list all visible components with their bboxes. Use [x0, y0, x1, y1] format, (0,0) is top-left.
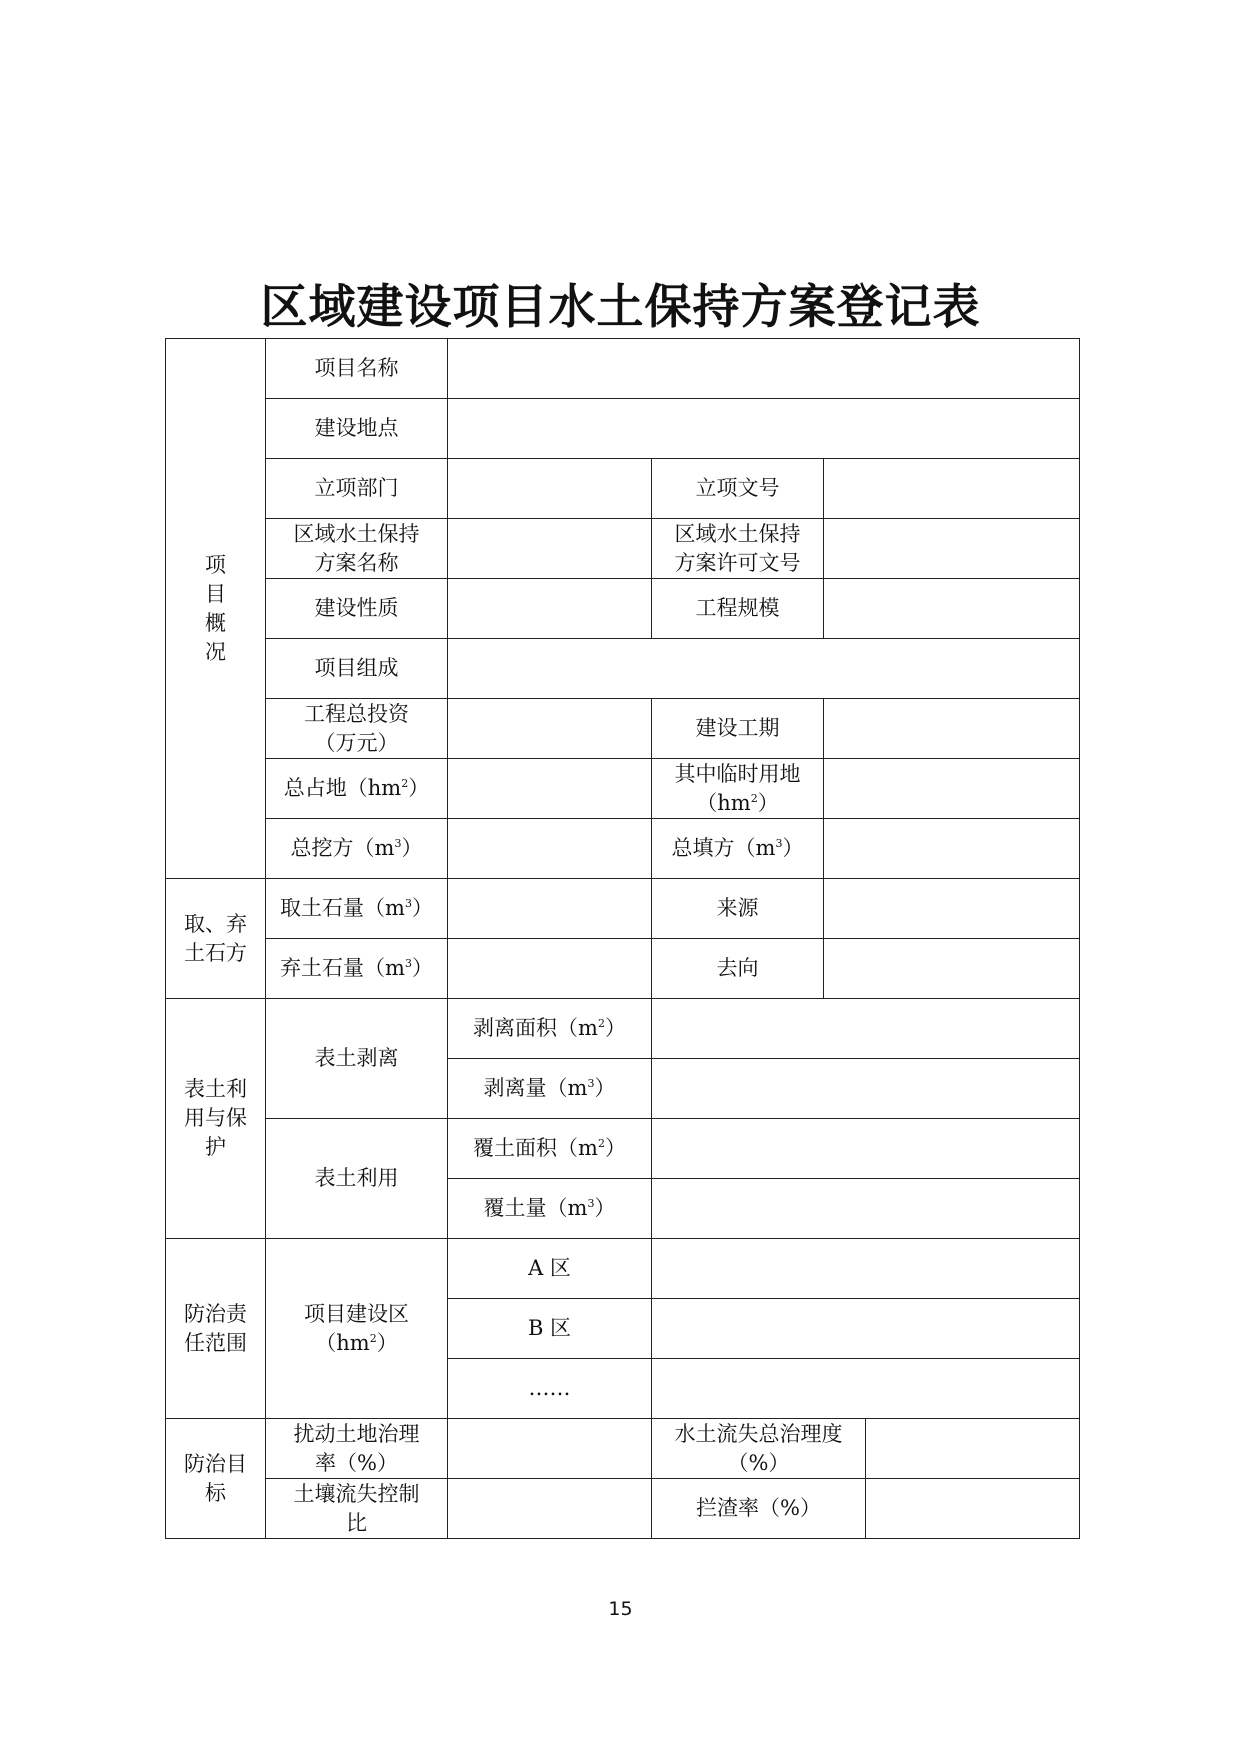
field-spoil[interactable] [448, 939, 652, 999]
field-fill[interactable] [824, 819, 1080, 879]
label-slag-retention: 拦渣率（%） [652, 1479, 866, 1539]
page-number: 15 [608, 1598, 633, 1620]
field-project-name[interactable] [448, 339, 1080, 399]
label-total-area: 总占地$(hm^2)$ [266, 759, 448, 819]
field-disturbed-land-rate[interactable] [448, 1419, 652, 1479]
label-regional-plan-name: 区域水土保持 方案名称 [266, 519, 448, 579]
label-cover-area: 覆土面积$(m^2)$ [448, 1119, 652, 1179]
section-header-borrow-spoil: 取、弃 土石方 [166, 879, 266, 999]
label-topsoil-stripping: 表土剥离 [266, 999, 448, 1119]
label-source: 来源 [652, 879, 824, 939]
section-header-responsibility: 防治责 任范围 [166, 1239, 266, 1419]
label-soil-loss-ratio: 土壤流失控制 比 [266, 1479, 448, 1539]
label-zone-b: B 区 [448, 1299, 652, 1359]
page-title: 区域建设项目水土保持方案登记表 [260, 280, 981, 335]
field-project-composition[interactable] [448, 639, 1080, 699]
label-total-control-degree: 水土流失总治理度 （%） [652, 1419, 866, 1479]
label-project-scale: 工程规模 [652, 579, 824, 639]
field-construction-nature[interactable] [448, 579, 652, 639]
label-construction-period: 建设工期 [652, 699, 824, 759]
label-strip-volume: 剥离量$(m^3)$ [448, 1059, 652, 1119]
field-destination[interactable] [824, 939, 1080, 999]
field-construction-period[interactable] [824, 699, 1080, 759]
field-cover-area[interactable] [652, 1119, 1080, 1179]
field-total-investment[interactable] [448, 699, 652, 759]
field-temp-land[interactable] [824, 759, 1080, 819]
label-borrow: 取土石量$(m^3)$ [266, 879, 448, 939]
label-topsoil-utilization: 表土利用 [266, 1119, 448, 1239]
field-approval-dept[interactable] [448, 459, 652, 519]
section-header-overview: 项 目 概 况 [166, 339, 266, 879]
label-strip-area: 剥离面积$(m^2)$ [448, 999, 652, 1059]
label-approval-dept: 立项部门 [266, 459, 448, 519]
label-approval-doc-no: 立项文号 [652, 459, 824, 519]
field-zone-more[interactable] [652, 1359, 1080, 1419]
label-temp-land: 其中临时用地 $(hm^2)$ [652, 759, 824, 819]
field-approval-doc-no[interactable] [824, 459, 1080, 519]
label-spoil: 弃土石量$(m^3)$ [266, 939, 448, 999]
field-strip-area[interactable] [652, 999, 1080, 1059]
field-source[interactable] [824, 879, 1080, 939]
field-total-area[interactable] [448, 759, 652, 819]
field-slag-retention[interactable] [866, 1479, 1080, 1539]
field-total-control-degree[interactable] [866, 1419, 1080, 1479]
section-header-topsoil: 表土利 用与保 护 [166, 999, 266, 1239]
label-project-name: 项目名称 [266, 339, 448, 399]
label-destination: 去向 [652, 939, 824, 999]
label-zone-a: A 区 [448, 1239, 652, 1299]
field-location[interactable] [448, 399, 1080, 459]
registration-form-table [165, 338, 1080, 1539]
label-disturbed-land-rate: 扰动土地治理 率（%） [266, 1419, 448, 1479]
label-excavation: 总挖方$(m^3)$ [266, 819, 448, 879]
section-header-targets: 防治目 标 [166, 1419, 266, 1539]
field-cover-volume[interactable] [652, 1179, 1080, 1239]
field-regional-plan-name[interactable] [448, 519, 652, 579]
field-regional-permit-no[interactable] [824, 519, 1080, 579]
label-zone-more: …… [448, 1359, 652, 1419]
field-strip-volume[interactable] [652, 1059, 1080, 1119]
label-regional-permit-no: 区域水土保持 方案许可文号 [652, 519, 824, 579]
field-project-scale[interactable] [824, 579, 1080, 639]
label-construction-zone: 项目建设区 $(hm^2)$ [266, 1239, 448, 1419]
field-excavation[interactable] [448, 819, 652, 879]
label-total-investment: 工程总投资 （万元） [266, 699, 448, 759]
field-soil-loss-ratio[interactable] [448, 1479, 652, 1539]
label-cover-volume: 覆土量$(m^3)$ [448, 1179, 652, 1239]
label-fill: 总填方$(m^3)$ [652, 819, 824, 879]
label-project-composition: 项目组成 [266, 639, 448, 699]
field-zone-b[interactable] [652, 1299, 1080, 1359]
label-location: 建设地点 [266, 399, 448, 459]
field-zone-a[interactable] [652, 1239, 1080, 1299]
field-borrow[interactable] [448, 879, 652, 939]
label-construction-nature: 建设性质 [266, 579, 448, 639]
